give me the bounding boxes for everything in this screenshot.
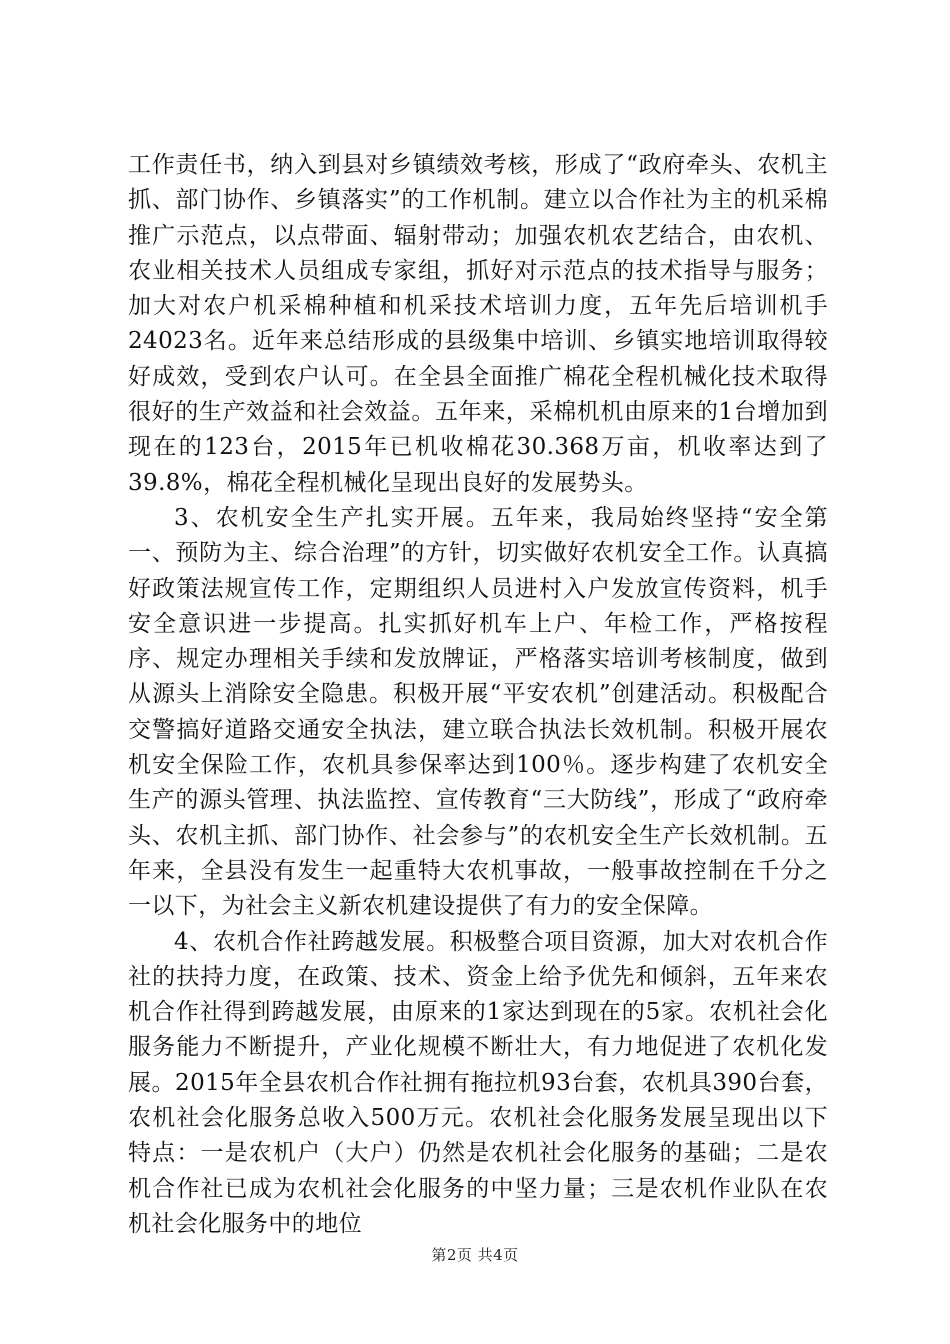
paragraph-2: 3、农机安全生产扎实开展。五年来，我局始终坚持“安全第一、预防为主、综合治理”的方针，切实做好农机安全工作。认真搞好政策法规宣传工作，定期组织人员进村入户发放宣传资料，机手安全意识进一步提高。扎实抓好机车上户、年检工作，严格按程序、规定办理相关手续和发放牌证，严格落实培训考核制度，做到从源头上消除安全隐患。积极开展“平安农机”创建活动。积极配合交警搞好道路交通安全执法，建立联合执法长效机制。积极开展农机安全保险工作，农机具参保率达到100％。逐步构建了农机安全生产的源头管理、执法监控、宣传教育“三大防线”，形成了“政府牵头、农机主抓、部门协作、社会参与”的农机安全生产长效机制。五年来，全县没有发生一起重特大农机事故，一般事故控制在千分之一以下，为社会主义新农机建设提供了有力的安全保障。 (128, 504, 828, 920)
paragraph-3: 4、农机合作社跨越发展。积极整合项目资源，加大对农机合作社的扶持力度，在政策、技术、资金上给予优先和倾斜，五年来农机合作社得到跨越发展，由原来的1家达到现在的5家。农机社会化服务能力不断提升，产业化规模不断壮大，有力地促进了农机化发展。2015年全县农机合作社拥有拖拉机93台套，农机具390台套，农机社会化服务总收入500万元。农机社会化服务发展呈现出以下特点：一是农机户（大户）仍然是农机社会化服务的基础；二是农机合作社已成为农机社会化服务的中坚力量；三是农机作业队在农机社会化服务中的地位 (128, 928, 828, 1237)
paragraph-1: 工作责任书，纳入到县对乡镇绩效考核，形成了“政府牵头、农机主抓、部门协作、乡镇落实”的工作机制。建立以合作社为主的机采棉推广示范点，以点带面、辐射带动；加强农机农艺结合，由农机、农业相关技术人员组成专家组，抓好对示范点的技术指导与服务；加大对农户机采棉种植和机采技术培训力度，五年先后培训机手24023名。近年来总结形成的县级集中培训、乡镇实地培训取得较好成效，受到农户认可。在全县全面推广棉花全程机械化技术取得很好的生产效益和社会效益。五年来，采棉机机由原来的1台增加到现在的123台，2015年已机收棉花30.368万亩，机收率达到了39.8%，棉花全程机械化呈现出良好的发展势头。 (128, 152, 828, 496)
page-number-footer: 第2页 共4页 (431, 1246, 519, 1264)
document-body (128, 148, 828, 1242)
